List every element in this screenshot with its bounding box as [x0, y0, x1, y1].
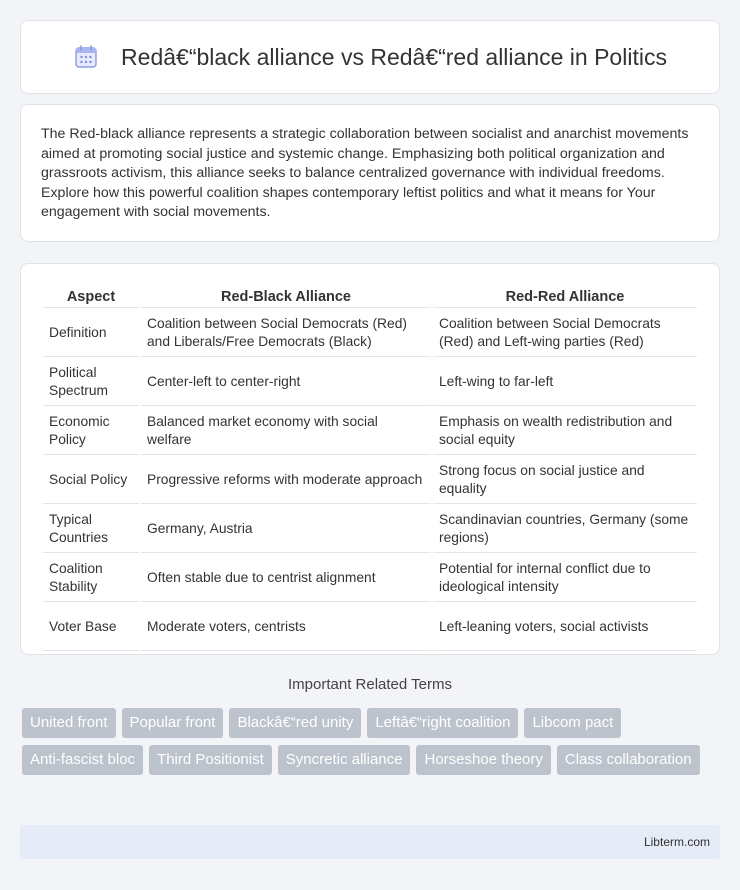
- intro-card: [20, 104, 720, 242]
- row-aspect: Coalition Stability: [43, 555, 139, 602]
- calendar-grid-icon: [73, 44, 99, 70]
- row-red-black: Progressive reforms with moderate approach: [141, 457, 431, 504]
- row-aspect: Economic Policy: [43, 408, 139, 455]
- footer: [20, 825, 720, 859]
- row-red-red: Coalition between Social Democrats (Red) and Left-wing parties (Red): [433, 310, 697, 357]
- row-red-red: Left-wing to far-left: [433, 359, 697, 406]
- table-row: [43, 604, 697, 651]
- related-term-tag[interactable]: Blackâ€“red unity: [229, 708, 361, 738]
- row-red-black: Center-left to center-right: [141, 359, 431, 406]
- comparison-table-card: [20, 263, 720, 655]
- row-red-red: Left-leaning voters, social activists: [433, 604, 697, 651]
- table-row: [43, 457, 697, 504]
- row-red-red: Emphasis on wealth redistribution and social equity: [433, 408, 697, 455]
- row-aspect: Voter Base: [43, 604, 139, 651]
- row-red-red: Strong focus on social justice and equality: [433, 457, 697, 504]
- footer-site-link[interactable]: Libterm.com: [643, 835, 710, 849]
- row-aspect: Political Spectrum: [43, 359, 139, 406]
- table-row: [43, 506, 697, 553]
- related-term-tag[interactable]: Libcom pact: [524, 708, 621, 738]
- related-term-tag[interactable]: Popular front: [122, 708, 224, 738]
- row-aspect: Typical Countries: [43, 506, 139, 553]
- row-aspect: Definition: [43, 310, 139, 357]
- table-row: [43, 555, 697, 602]
- table-row: [43, 359, 697, 406]
- intro-text: The Red-black alliance represents a strategic collaboration between socialist and anarchist movements aimed at promoting social justice and systemic change. Emphasizing both political organization and grassroots activism, this alliance seeks to balance centralized governance with individual freedoms. Explore how this powerful coalition shapes contemporary leftist politics and what it means for Your engagement with social movements.: [41, 126, 689, 220]
- row-red-black: Balanced market economy with social welfare: [141, 408, 431, 455]
- row-red-red: Potential for internal conflict due to ideological intensity: [433, 555, 697, 602]
- row-red-black: Coalition between Social Democrats (Red) and Liberals/Free Democrats (Black): [141, 310, 431, 357]
- related-term-tag[interactable]: Class collaboration: [557, 745, 700, 775]
- comparison-table: [41, 284, 699, 653]
- related-terms-list: [22, 708, 722, 782]
- header-red-black: Red-Black Alliance: [141, 286, 431, 308]
- related-term-tag[interactable]: Anti-fascist bloc: [22, 745, 143, 775]
- page-title: Redâ€“black alliance vs Redâ€“red alliance in Politics: [121, 43, 667, 70]
- row-red-black: Germany, Austria: [141, 506, 431, 553]
- row-aspect: Social Policy: [43, 457, 139, 504]
- table-row: [43, 408, 697, 455]
- related-term-tag[interactable]: Third Positionist: [149, 745, 272, 775]
- row-red-black: Often stable due to centrist alignment: [141, 555, 431, 602]
- table-row: [43, 310, 697, 357]
- row-red-red: Scandinavian countries, Germany (some regions): [433, 506, 697, 553]
- header-red-red: Red-Red Alliance: [433, 286, 697, 308]
- related-term-tag[interactable]: Horseshoe theory: [416, 745, 550, 775]
- related-term-tag[interactable]: Syncretic alliance: [278, 745, 411, 775]
- row-red-black: Moderate voters, centrists: [141, 604, 431, 651]
- related-terms-title: Important Related Terms: [288, 676, 452, 693]
- related-term-tag[interactable]: Leftâ€“right coalition: [367, 708, 518, 738]
- title-card: [20, 20, 720, 94]
- table-header-row: [43, 286, 697, 308]
- header-aspect: Aspect: [43, 286, 139, 308]
- related-term-tag[interactable]: United front: [22, 708, 116, 738]
